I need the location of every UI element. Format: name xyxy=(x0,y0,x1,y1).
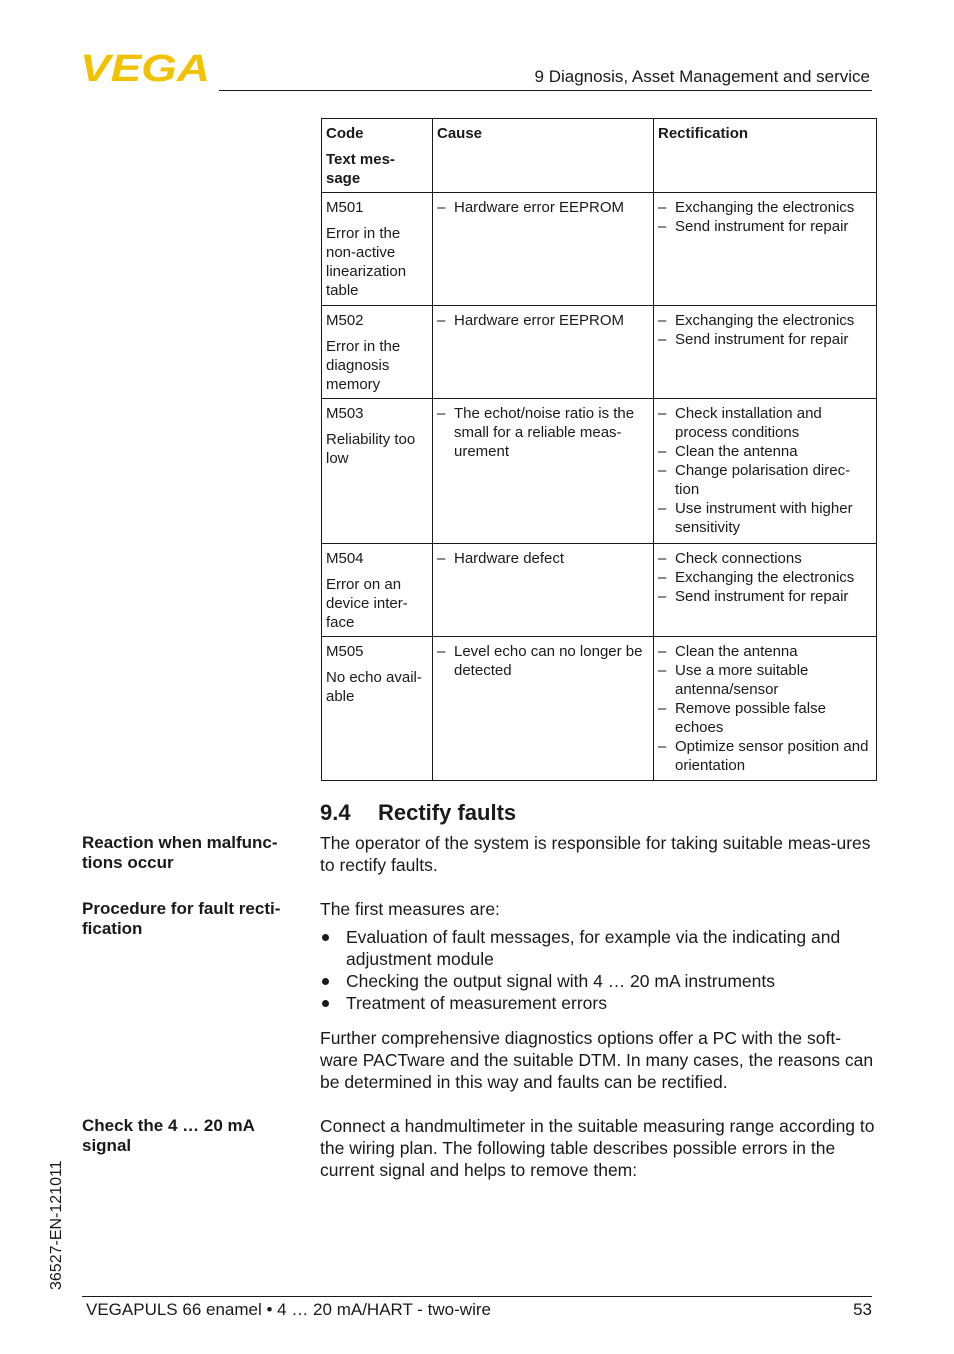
table-row xyxy=(322,544,877,637)
message-value: Error in the non-active linearization table xyxy=(326,225,407,299)
cause-item: – Hardware error EEPROM xyxy=(437,311,649,330)
table-row xyxy=(322,306,877,399)
cause-cell xyxy=(433,306,654,399)
fault-message-table xyxy=(321,118,877,781)
rectification-cell xyxy=(654,637,877,781)
cause-cell xyxy=(433,399,654,544)
cause-cell xyxy=(433,193,654,306)
header-text-message-label: Text mes- sage xyxy=(326,151,395,187)
section-number: 9.4 xyxy=(320,800,351,825)
message-value: Error in the diagnosis memory xyxy=(326,338,401,393)
rectification-cell xyxy=(654,193,877,306)
cause-cell xyxy=(433,637,654,781)
rectification-item: – Change polarisation direc-tion xyxy=(658,461,872,499)
side-label-check-signal: Check the 4 … 20 mA signal xyxy=(82,1116,255,1155)
document-code: 36527-EN-121011 xyxy=(48,1160,65,1290)
footer-divider xyxy=(82,1296,872,1297)
table-row xyxy=(322,193,877,306)
rectification-item: – Send instrument for repair xyxy=(658,587,872,606)
rectification-item: – Clean the antenna xyxy=(658,442,872,461)
code-value: M502 xyxy=(326,312,364,329)
list-item: Treatment of measurement errors xyxy=(320,992,876,1014)
code-value: M505 xyxy=(326,643,364,660)
rectification-cell xyxy=(654,399,877,544)
cause-item: – Hardware defect xyxy=(437,549,649,568)
message-value: Reliability too low xyxy=(326,431,416,467)
logo-text: VEGA xyxy=(80,50,210,84)
code-value: M504 xyxy=(326,550,364,567)
code-cell xyxy=(322,399,433,544)
rectification-cell xyxy=(654,544,877,637)
cause-item: – Level echo can no longer be detected xyxy=(437,642,649,680)
cause-cell xyxy=(433,544,654,637)
rectification-item: – Use instrument with higher sensitivity xyxy=(658,499,872,537)
side-label-procedure: Procedure for fault recti-fication xyxy=(82,899,281,938)
code-cell xyxy=(322,193,433,306)
header-divider xyxy=(219,90,872,91)
list-item: Evaluation of fault messages, for example via the indicating and adjustment module xyxy=(320,926,876,970)
header-rectification: Rectification xyxy=(654,119,877,193)
header-code-label: Code xyxy=(326,125,364,142)
rectification-item: – Use a more suitable antenna/sensor xyxy=(658,661,872,699)
message-value: No echo avail-able xyxy=(326,669,422,705)
diagnostics-paragraph: Further comprehensive diagnostics options offer a PC with the soft-ware PACTware and the suitable DTM. In many cases, the reasons can be determined in this way and faults can be rectified. xyxy=(320,1028,874,1092)
rectification-cell xyxy=(654,306,877,399)
list-item: Checking the output signal with 4 … 20 mA instruments xyxy=(320,970,876,992)
rectification-item: – Remove possible false echoes xyxy=(658,699,872,737)
code-cell xyxy=(322,637,433,781)
cause-item: – The echot/noise ratio is the small for a reliable meas-urement xyxy=(437,404,649,461)
section-title-text: Rectify faults xyxy=(378,800,517,825)
rectification-item: – Send instrument for repair xyxy=(658,217,872,236)
code-cell xyxy=(322,306,433,399)
first-measures-list xyxy=(320,926,876,1014)
rectification-item: – Clean the antenna xyxy=(658,642,872,661)
first-measures-intro: The first measures are: xyxy=(320,899,500,919)
table-header-row xyxy=(322,119,877,193)
rectification-item: – Optimize sensor position and orientation xyxy=(658,737,872,775)
message-value: Error on an device inter-face xyxy=(326,576,408,631)
rectification-item: – Exchanging the electronics xyxy=(658,198,872,217)
code-value: M501 xyxy=(326,199,364,216)
header-code xyxy=(322,119,433,193)
rectification-item: – Exchanging the electronics xyxy=(658,311,872,330)
header-cause: Cause xyxy=(433,119,654,193)
rectification-item: – Exchanging the electronics xyxy=(658,568,872,587)
section-heading xyxy=(320,800,516,826)
cause-item: – Hardware error EEPROM xyxy=(437,198,649,217)
check-signal-paragraph: Connect a handmultimeter in the suitable measuring range according to the wiring plan. The following table describes possible errors in the current signal and helps to remove them: xyxy=(320,1116,875,1180)
code-value: M503 xyxy=(326,405,364,422)
rectification-item: – Check installation and process conditions xyxy=(658,404,872,442)
rectification-item: – Send instrument for repair xyxy=(658,330,872,349)
rectification-item: – Check connections xyxy=(658,549,872,568)
side-label-reaction: Reaction when malfunc-tions occur xyxy=(82,833,278,872)
code-cell xyxy=(322,544,433,637)
header-section-title: 9 Diagnosis, Asset Management and service xyxy=(534,67,870,86)
table-row xyxy=(322,399,877,544)
reaction-paragraph: The operator of the system is responsible for taking suitable meas-ures to rectify faults. xyxy=(320,833,871,875)
footer-product: VEGAPULS 66 enamel • 4 … 20 mA/HART - two-wire xyxy=(86,1300,491,1319)
vega-logo xyxy=(80,50,212,84)
table-row xyxy=(322,637,877,781)
page-number: 53 xyxy=(853,1300,872,1319)
